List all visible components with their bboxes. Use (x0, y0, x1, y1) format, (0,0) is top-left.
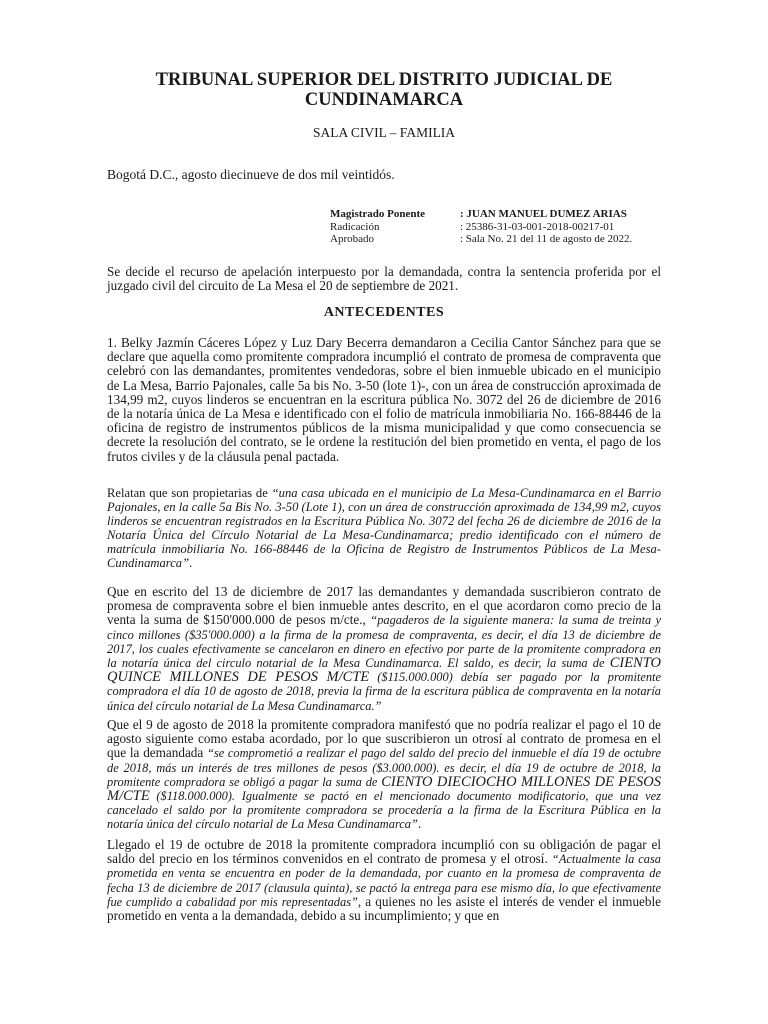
meta-value: : JUAN MANUEL DUMEZ ARIAS (460, 208, 627, 220)
meta-value: : Sala No. 21 del 11 de agosto de 2022. (460, 233, 633, 245)
p3-quote-a: “pagaderos de la siguiente manera: la suma de treinta y cinco millones ($35'000.000) a la firma de la promesa de compraventa, es decir, el día 13 de diciembre de 2017, los cuales efectivamente se cancelaron en dinero en efectivo por parte de la promitente compradora en la notaría única del circulo notarial de la Mesa Cundinamarca. El saldo, es decir, la suma de (107, 613, 662, 671)
meta-label: Aprobado (330, 233, 374, 245)
p2-quote: “una casa ubicada en el municipio de La Mesa-Cundinamarca en el Barrio Pajonales, en la calle 5a Bis No. 3-50 (Lote 1), con un área de construcción aproximada de 134,99 m2, cuyos linderos se encuentran registrados en la Escritura Pública No. 3072 del fecha 26 de diciembre de 2016 de la Notaría Única del Círculo Notarial de La Mesa-Cundinamarca; predio identificado con el número de matrícula inmobiliaria No. 166-88446 de la Oficina de Registro de Instrumentos Públicos de La Mesa-Cundinamarca” (107, 486, 661, 570)
p2-tail: . (189, 556, 193, 570)
meta-label: Magistrado Ponente (330, 208, 426, 220)
court-title: TRIBUNAL SUPERIOR DEL DISTRITO JUDICIAL DE CUNDINAMARCA (155, 70, 613, 110)
meta-row-aprobado (330, 233, 632, 246)
paragraph-2 (107, 486, 661, 570)
section-title: ANTECEDENTES (323, 305, 445, 320)
p4-quote-b: ($118.000.000). Igualmente se pactó en el mencionado documento modificatorio, que una vez cancelado el saldo por la promitente compradora se procedería a la firma de la Escritura Pública en la notaría única del círculo notarial de La Mesa Cundinamarca” (107, 789, 661, 832)
paragraph-3 (107, 585, 661, 713)
intro-paragraph: Se decide el recurso de apelación interpuesto por la demandada, contra la sentencia proferida por el juzgado civil del circuito de La Mesa el 20 de septiembre de 2021. (107, 264, 661, 294)
p4-quote-a: “se comprometió a realizar el pago del saldo del precio del inmueble el día 19 de octubre de 2018, más un interés de tres millones de pesos ($3.000.000). es decir, el día 19 de octubre de 2018, la promitente compradora se obligó a pagar la suma de (107, 746, 661, 789)
p5-lead: Llegado el 19 de octubre de 2018 la promitente compradora incumplió con su obligación de pagar el saldo del precio en los términos convenidos en el contrato de promesa y el otrosí. (107, 837, 661, 867)
dateline: Bogotá D.C., agosto diecinueve de dos mil veintidós. (107, 167, 395, 182)
p3-lead: Que en escrito del 13 de diciembre de 2017 las demandantes y demandada suscribieron contrato de promesa de compraventa sobre el bien inmueble antes descrito, en el que acordaron como precio de la venta la suma de $150'000.000 de pesos m/cte., (107, 584, 661, 628)
p5-tail: , a quienes no les asiste el interés de vender el inmueble prometido en venta a la demandada, debido a su incumplimiento; y que en (107, 893, 661, 924)
p4-lead: Que el 9 de agosto de 2018 la promitente compradora manifestó que no podría realizar el pago el 10 de agosto siguiente como estaba acordado, por lo que suscribieron un otrosí al contrato de promesa en el que la demandada (107, 717, 661, 761)
p3-quote-b: ($115.000.000) debía ser pagado por la promitente compradora el día 10 de agosto de 2018, previa la firma de la escritura pública de compraventa en la notaría única del círculo notarial de La Mesa Cundinamarca.” (107, 670, 661, 713)
paragraph-1: 1. Belky Jazmín Cáceres López y Luz Dary Becerra demandaron a Cecilia Cantor Sánchez para que se declare que aquella como promitente compradora incumplió el contrato de promesa de compraventa que celebró con las demandantes, promitentes vendedoras, sobre el bien inmueble ubicado en el municipio de La Mesa, Barrio Pajonales, calle 5a bis No. 3-50 (lote 1)-, con un área de construcción aproximada de 134,99 m2, cuyos linderos se encuentran en la escritura pública No. 3072 del 26 de diciembre de 2016 de la notaría única de La Mesa e identificado con el folio de matrícula inmobiliaria No. 166-88446 de la oficina de registro de instrumentos públicos de la misma municipalidad y que como consecuencia se decrete la resolución del contrato, se le ordene la restitución del bien prometido en venta, el pago de los frutos civiles y de la cláusula penal pactada. (107, 335, 661, 464)
meta-row-radicacion (330, 221, 632, 234)
meta-row-ponente (330, 208, 632, 221)
meta-label: Radicación (330, 220, 380, 233)
meta-value: : 25386-31-03-001-2018-00217-01 (460, 220, 615, 233)
p3-quote-emphasis: CIENTO QUINCE MILLONES DE PESOS M/CTE (107, 655, 661, 686)
paragraph-5 (107, 838, 661, 923)
case-metadata (330, 208, 632, 246)
chamber-subtitle: SALA CIVIL – FAMILIA (312, 125, 456, 140)
p4-tail: . (417, 816, 422, 832)
paragraph-4 (107, 718, 661, 832)
p2-lead: Relatan que son propietarias de (107, 486, 272, 500)
p5-quote: “Actualmente la casa prometida en venta se encuentra en poder de la demandada, por cuanto en la promesa de compraventa de fecha 13 de diciembre de 2017 (clausula quinta), se pactó la entrega para ese mismo día, lo que efectivamente fue cumplido a cabalidad por mis representadas” (107, 852, 661, 909)
p4-quote-emphasis: CIENTO DIECIOCHO MILLONES DE PESOS M/CTE (107, 773, 661, 805)
